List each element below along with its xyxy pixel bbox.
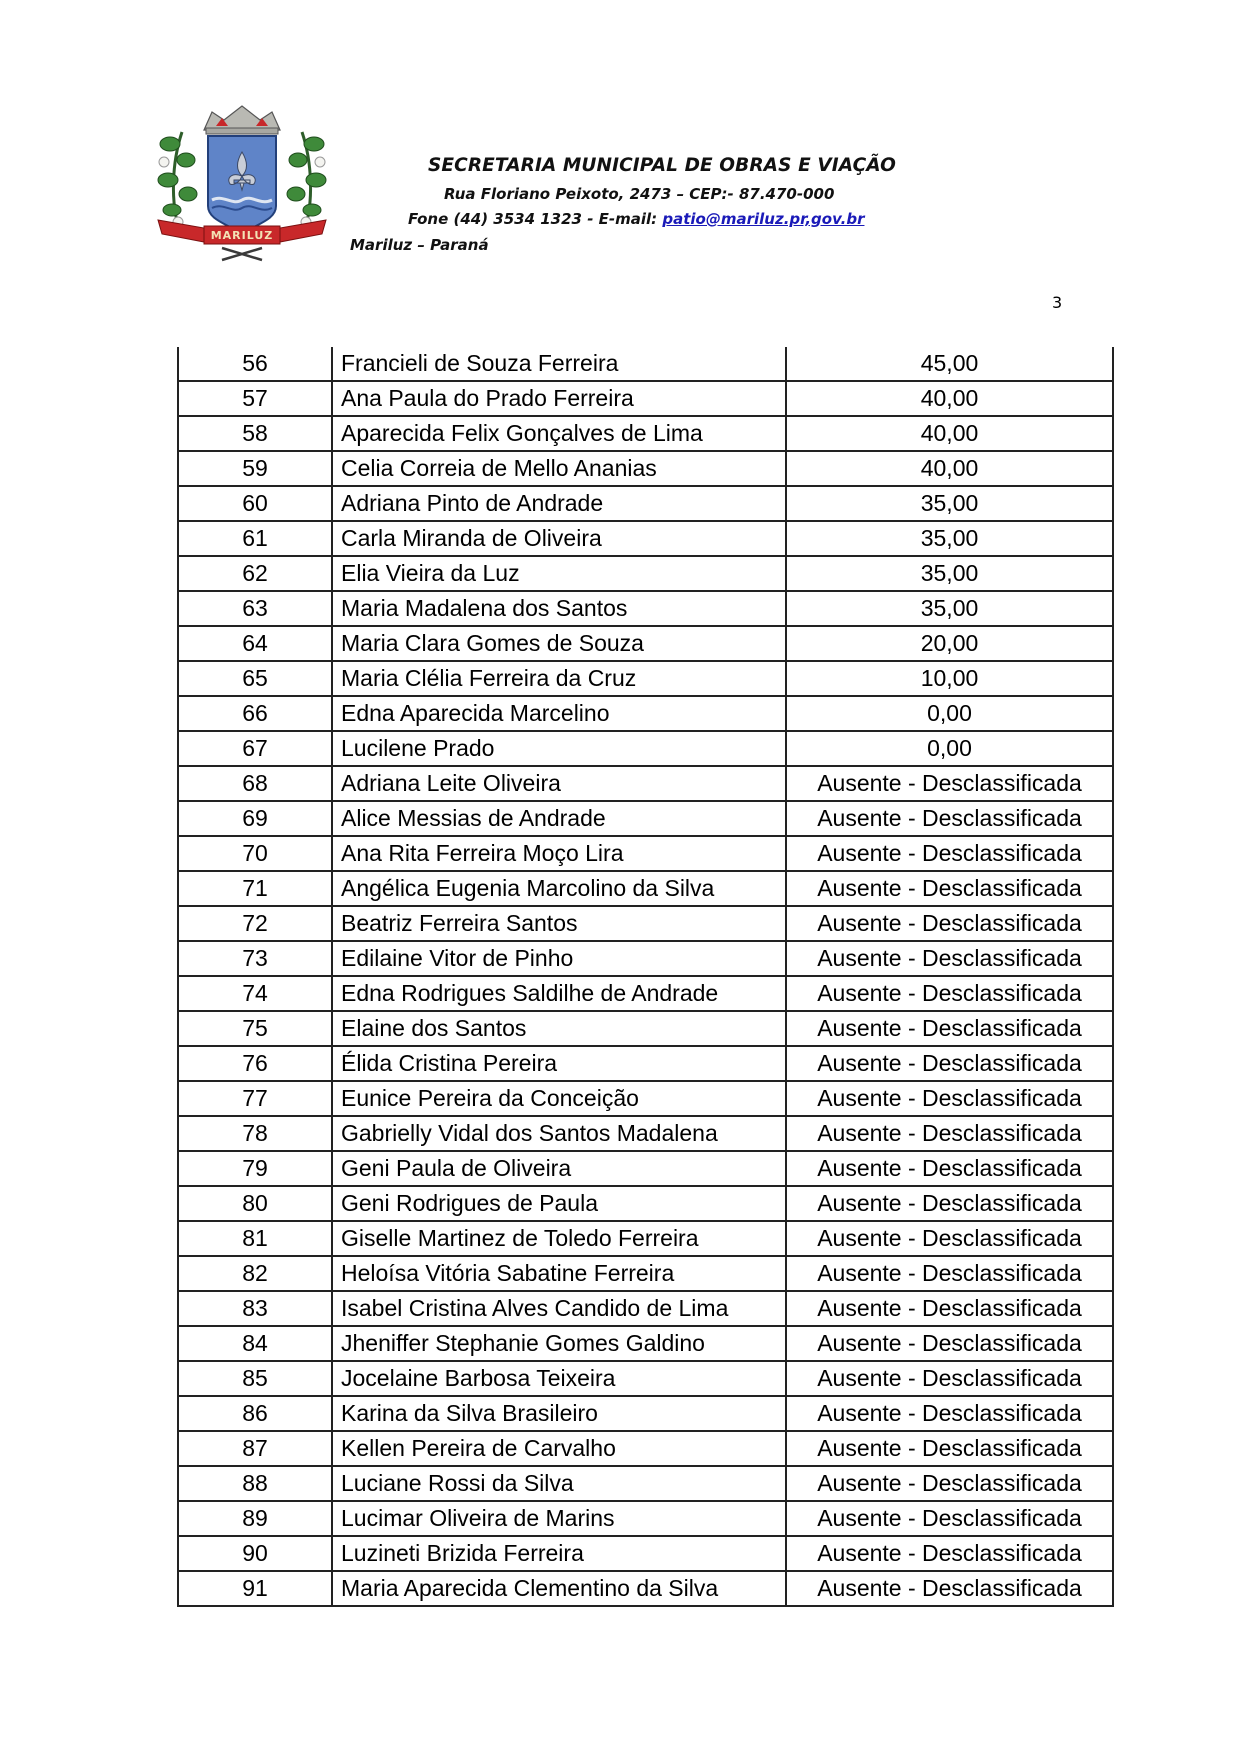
table-row — [178, 1361, 1113, 1396]
row-number: 75 — [178, 1011, 332, 1046]
department-city: Mariluz – Paraná — [350, 236, 489, 254]
candidate-score: Ausente - Desclassificada — [786, 1081, 1113, 1116]
candidate-score: Ausente - Desclassificada — [786, 1151, 1113, 1186]
table-row — [178, 1256, 1113, 1291]
candidate-name: Maria Aparecida Clementino da Silva — [332, 1571, 786, 1606]
candidate-name: Carla Miranda de Oliveira — [332, 521, 786, 556]
candidate-name: Ana Rita Ferreira Moço Lira — [332, 836, 786, 871]
table-row — [178, 1326, 1113, 1361]
table-row — [178, 451, 1113, 486]
candidate-score: 35,00 — [786, 591, 1113, 626]
table-row — [178, 871, 1113, 906]
candidate-score: 40,00 — [786, 451, 1113, 486]
table-row — [178, 696, 1113, 731]
row-number: 56 — [178, 347, 332, 381]
candidate-name: Adriana Leite Oliveira — [332, 766, 786, 801]
vine-left — [158, 132, 197, 232]
row-number: 65 — [178, 661, 332, 696]
table-row — [178, 347, 1113, 381]
row-number: 73 — [178, 941, 332, 976]
crossed-branches — [222, 248, 262, 260]
row-number: 66 — [178, 696, 332, 731]
row-number: 62 — [178, 556, 332, 591]
table-row — [178, 556, 1113, 591]
row-number: 90 — [178, 1536, 332, 1571]
candidate-name: Jocelaine Barbosa Teixeira — [332, 1361, 786, 1396]
row-number: 86 — [178, 1396, 332, 1431]
candidate-name: Edna Rodrigues Saldilhe de Andrade — [332, 976, 786, 1011]
candidate-name: Kellen Pereira de Carvalho — [332, 1431, 786, 1466]
candidate-score: Ausente - Desclassificada — [786, 1046, 1113, 1081]
row-number: 70 — [178, 836, 332, 871]
table-row — [178, 1046, 1113, 1081]
candidate-name: Heloísa Vitória Sabatine Ferreira — [332, 1256, 786, 1291]
candidate-name: Élida Cristina Pereira — [332, 1046, 786, 1081]
row-number: 71 — [178, 871, 332, 906]
candidate-name: Isabel Cristina Alves Candido de Lima — [332, 1291, 786, 1326]
candidate-name: Adriana Pinto de Andrade — [332, 486, 786, 521]
candidate-score: Ausente - Desclassificada — [786, 1116, 1113, 1151]
row-number: 85 — [178, 1361, 332, 1396]
row-number: 79 — [178, 1151, 332, 1186]
candidate-score: 20,00 — [786, 626, 1113, 661]
row-number: 64 — [178, 626, 332, 661]
table-row — [178, 836, 1113, 871]
table-row — [178, 521, 1113, 556]
table-row — [178, 906, 1113, 941]
candidate-score: Ausente - Desclassificada — [786, 836, 1113, 871]
candidate-score: Ausente - Desclassificada — [786, 871, 1113, 906]
candidate-score: Ausente - Desclassificada — [786, 1186, 1113, 1221]
table-row — [178, 1151, 1113, 1186]
candidate-name: Celia Correia de Mello Ananias — [332, 451, 786, 486]
table-row — [178, 1291, 1113, 1326]
candidate-name: Beatriz Ferreira Santos — [332, 906, 786, 941]
candidate-score: Ausente - Desclassificada — [786, 1466, 1113, 1501]
department-address: Rua Floriano Peixoto, 2473 – CEP:- 87.470-000 — [444, 185, 835, 203]
candidate-score: Ausente - Desclassificada — [786, 1571, 1113, 1606]
candidate-name: Karina da Silva Brasileiro — [332, 1396, 786, 1431]
candidate-score: Ausente - Desclassificada — [786, 1361, 1113, 1396]
table-row — [178, 591, 1113, 626]
table-row — [178, 1431, 1113, 1466]
candidate-score: Ausente - Desclassificada — [786, 801, 1113, 836]
candidate-name: Geni Paula de Oliveira — [332, 1151, 786, 1186]
candidate-score: Ausente - Desclassificada — [786, 1326, 1113, 1361]
table-row — [178, 1501, 1113, 1536]
candidate-score: 35,00 — [786, 486, 1113, 521]
candidate-name: Maria Clara Gomes de Souza — [332, 626, 786, 661]
candidate-name: Luzineti Brizida Ferreira — [332, 1536, 786, 1571]
row-number: 61 — [178, 521, 332, 556]
candidate-name: Gabrielly Vidal dos Santos Madalena — [332, 1116, 786, 1151]
candidate-name: Eunice Pereira da Conceição — [332, 1081, 786, 1116]
row-number: 58 — [178, 416, 332, 451]
table-row — [178, 1571, 1113, 1606]
row-number: 74 — [178, 976, 332, 1011]
candidate-score: Ausente - Desclassificada — [786, 1431, 1113, 1466]
candidate-name: Edilaine Vitor de Pinho — [332, 941, 786, 976]
candidate-score: Ausente - Desclassificada — [786, 766, 1113, 801]
candidate-name: Francieli de Souza Ferreira — [332, 347, 786, 381]
row-number: 77 — [178, 1081, 332, 1116]
row-number: 67 — [178, 731, 332, 766]
row-number: 81 — [178, 1221, 332, 1256]
row-number: 83 — [178, 1291, 332, 1326]
candidate-name: Maria Clélia Ferreira da Cruz — [332, 661, 786, 696]
table-row — [178, 416, 1113, 451]
table-row — [178, 1221, 1113, 1256]
row-number: 68 — [178, 766, 332, 801]
table-row — [178, 801, 1113, 836]
candidate-name: Edna Aparecida Marcelino — [332, 696, 786, 731]
candidate-score: 0,00 — [786, 731, 1113, 766]
table-row — [178, 1186, 1113, 1221]
candidate-score: 45,00 — [786, 347, 1113, 381]
table-row — [178, 486, 1113, 521]
candidate-name: Maria Madalena dos Santos — [332, 591, 786, 626]
candidate-name: Luciane Rossi da Silva — [332, 1466, 786, 1501]
candidate-score: Ausente - Desclassificada — [786, 1536, 1113, 1571]
table-row — [178, 1396, 1113, 1431]
row-number: 84 — [178, 1326, 332, 1361]
candidate-score: Ausente - Desclassificada — [786, 906, 1113, 941]
table-row — [178, 731, 1113, 766]
results-table-body — [178, 347, 1113, 1606]
table-row — [178, 976, 1113, 1011]
candidate-name: Jheniffer Stephanie Gomes Galdino — [332, 1326, 786, 1361]
logo-ribbon-text: MARILUZ — [210, 229, 274, 242]
table-row — [178, 1536, 1113, 1571]
candidate-name: Giselle Martinez de Toledo Ferreira — [332, 1221, 786, 1256]
candidate-score: Ausente - Desclassificada — [786, 1011, 1113, 1046]
table-row — [178, 1116, 1113, 1151]
row-number: 59 — [178, 451, 332, 486]
row-number: 57 — [178, 381, 332, 416]
phone-text: Fone (44) 3534 1323 - E-mail: — [408, 210, 663, 228]
row-number: 78 — [178, 1116, 332, 1151]
table-row — [178, 1081, 1113, 1116]
candidate-score: 40,00 — [786, 416, 1113, 451]
table-row — [178, 626, 1113, 661]
row-number: 91 — [178, 1571, 332, 1606]
candidate-name: Geni Rodrigues de Paula — [332, 1186, 786, 1221]
row-number: 88 — [178, 1466, 332, 1501]
table-row — [178, 1011, 1113, 1046]
candidate-name: Lucimar Oliveira de Marins — [332, 1501, 786, 1536]
candidate-score: Ausente - Desclassificada — [786, 976, 1113, 1011]
candidate-score: Ausente - Desclassificada — [786, 1291, 1113, 1326]
candidate-score: Ausente - Desclassificada — [786, 1396, 1113, 1431]
candidate-score: Ausente - Desclassificada — [786, 941, 1113, 976]
table-row — [178, 661, 1113, 696]
results-table — [177, 347, 1114, 1607]
candidate-score: 10,00 — [786, 661, 1113, 696]
table-row — [178, 381, 1113, 416]
row-number: 72 — [178, 906, 332, 941]
candidate-name: Aparecida Felix Gonçalves de Lima — [332, 416, 786, 451]
candidate-score: Ausente - Desclassificada — [786, 1501, 1113, 1536]
candidate-score: 40,00 — [786, 381, 1113, 416]
department-contact — [408, 210, 864, 228]
table-row — [178, 766, 1113, 801]
table-row — [178, 1466, 1113, 1501]
candidate-score: Ausente - Desclassificada — [786, 1256, 1113, 1291]
row-number: 89 — [178, 1501, 332, 1536]
row-number: 87 — [178, 1431, 332, 1466]
candidate-name: Elia Vieira da Luz — [332, 556, 786, 591]
candidate-score: 0,00 — [786, 696, 1113, 731]
mural-crown — [204, 106, 280, 134]
candidate-name: Elaine dos Santos — [332, 1011, 786, 1046]
row-number: 69 — [178, 801, 332, 836]
candidate-name: Angélica Eugenia Marcolino da Silva — [332, 871, 786, 906]
row-number: 80 — [178, 1186, 332, 1221]
candidate-name: Lucilene Prado — [332, 731, 786, 766]
table-row — [178, 941, 1113, 976]
candidate-score: 35,00 — [786, 521, 1113, 556]
row-number: 60 — [178, 486, 332, 521]
row-number: 82 — [178, 1256, 332, 1291]
candidate-name: Alice Messias de Andrade — [332, 801, 786, 836]
candidate-score: Ausente - Desclassificada — [786, 1221, 1113, 1256]
page-number: 3 — [1052, 293, 1063, 312]
candidate-score: 35,00 — [786, 556, 1113, 591]
row-number: 63 — [178, 591, 332, 626]
shield — [208, 136, 276, 234]
row-number: 76 — [178, 1046, 332, 1081]
email-link[interactable]: patio@mariluz.pr,gov.br — [662, 210, 865, 228]
candidate-name: Ana Paula do Prado Ferreira — [332, 381, 786, 416]
vine-right — [287, 132, 326, 232]
municipal-coat-of-arms-logo — [152, 102, 332, 262]
department-title: SECRETARIA MUNICIPAL DE OBRAS E VIAÇÃO — [428, 155, 896, 176]
